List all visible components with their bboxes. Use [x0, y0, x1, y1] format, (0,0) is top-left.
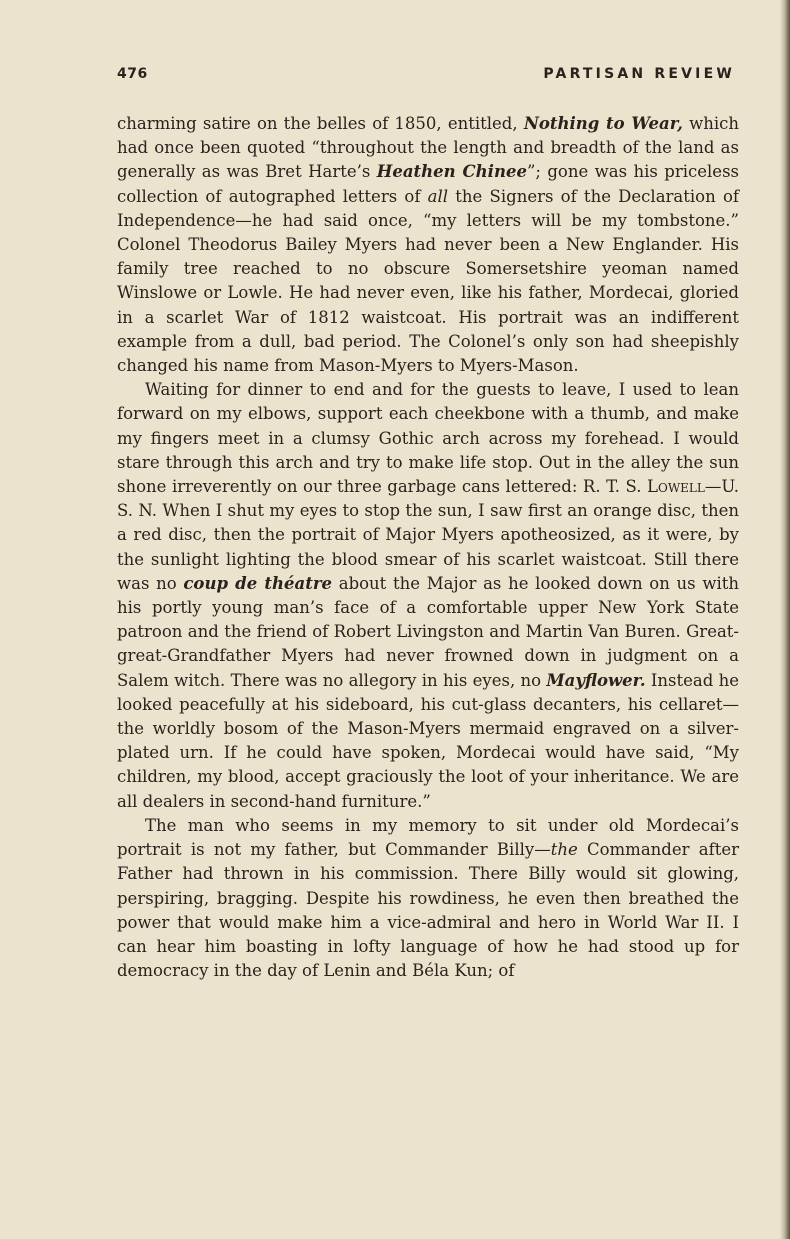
book-title-nothing-to-wear: Nothing to Wear, [523, 114, 683, 133]
ship-title-mayflower: Mayflower. [546, 670, 646, 690]
text-run: Waiting for dinner to end and for the guests to leave, I used to lean forward on my elbows, support each cheekbone with a thumb, and make my fingers meet in a clumsy Gothic arch across my forehead. I would stare through this arch and try to make life stop. Out in the alley the sun shone irreverently on our three garbage cans lettered: R. T. S. [117, 380, 739, 497]
journal-title: PARTISAN REVIEW [543, 66, 735, 82]
text-run: the Signers of the Declaration of Independence—he had said once, “my letters will be my tombstone.” Colonel Theodorus Bailey Myers had never been a New Englander. His family tree reached to no obscure Somersetshire yeoman named Winslowe or Lowle. He had never even, like his father, Mordecai, gloried in a scarlet War of 1812 waistcoat. His portrait was an indifferent example from a dull, bad period. The Colonel’s only son had sheepishly changed his name from Mason-Myers to Myers-Mason. [117, 186, 739, 376]
book-title-heathen-chinee: Heathen Chinee [376, 162, 527, 182]
paragraph-2 [117, 378, 739, 814]
text-run: charming satire on the belles of 1850, entitled, [117, 114, 524, 133]
paragraph-3 [117, 814, 739, 983]
text-run: —U. S. N. When I shut my eyes to stop the sun, I saw first an orange disc, then a red disc, then the portrait of Major Myers apotheosized, as it were, by the sunlight lighting the blood smear of his scarlet waistcoat. Still there was no [117, 477, 739, 593]
paragraph-1 [117, 112, 739, 378]
running-head [117, 66, 735, 90]
text-run: which had once been quoted “throughout the length and breadth of the land as generally as was Bret Harte’s [117, 114, 740, 182]
emphasis-all: all [427, 186, 449, 206]
text-run: Commander after Father had thrown in his commission. There Billy would sit glowing, perspiring, bragging. Despite his rowdiness, he even then breathed the power that would make him a vice-admiral and hero in World War II. I can hear him boasting in lofty language of how he had stood up for democracy in the day of Lenin and Béla Kun; of [117, 840, 739, 981]
text-run: ”; gone was his priceless collection of autographed letters of [117, 162, 739, 206]
text-run: The man who seems in my memory to sit under old Mordecai’s portrait is not my father, but Commander Billy— [117, 815, 739, 860]
smallcaps-lowell: Lowell [647, 477, 705, 497]
phrase-coup-de-theatre: coup de théatre [183, 573, 333, 593]
body-text [117, 112, 739, 983]
text-run: Instead he looked peacefully at his sideboard, his cut-glass decanters, his cellaret—the worldly bosom of the Mason-Myers mermaid engraved on a silver-plated urn. If he could have spoken, Mordecai would have said, “My children, my blood, accept graciously the loot of your inheritance. We are all dealers in second-hand furniture.” [117, 670, 740, 811]
page-number: 476 [117, 66, 148, 82]
emphasis-the: the [550, 840, 578, 860]
page-edge-shadow [780, 0, 790, 1239]
text-run: about the Major as he looked down on us with his portly young man’s face of a comfortable upper New York State patroon and the friend of Robert Livingston and Martin Van Buren. Great-great-Grandfather Myers had never frowned down in judgment on a Salem witch. There was no allegory in his eyes, no [117, 573, 739, 690]
